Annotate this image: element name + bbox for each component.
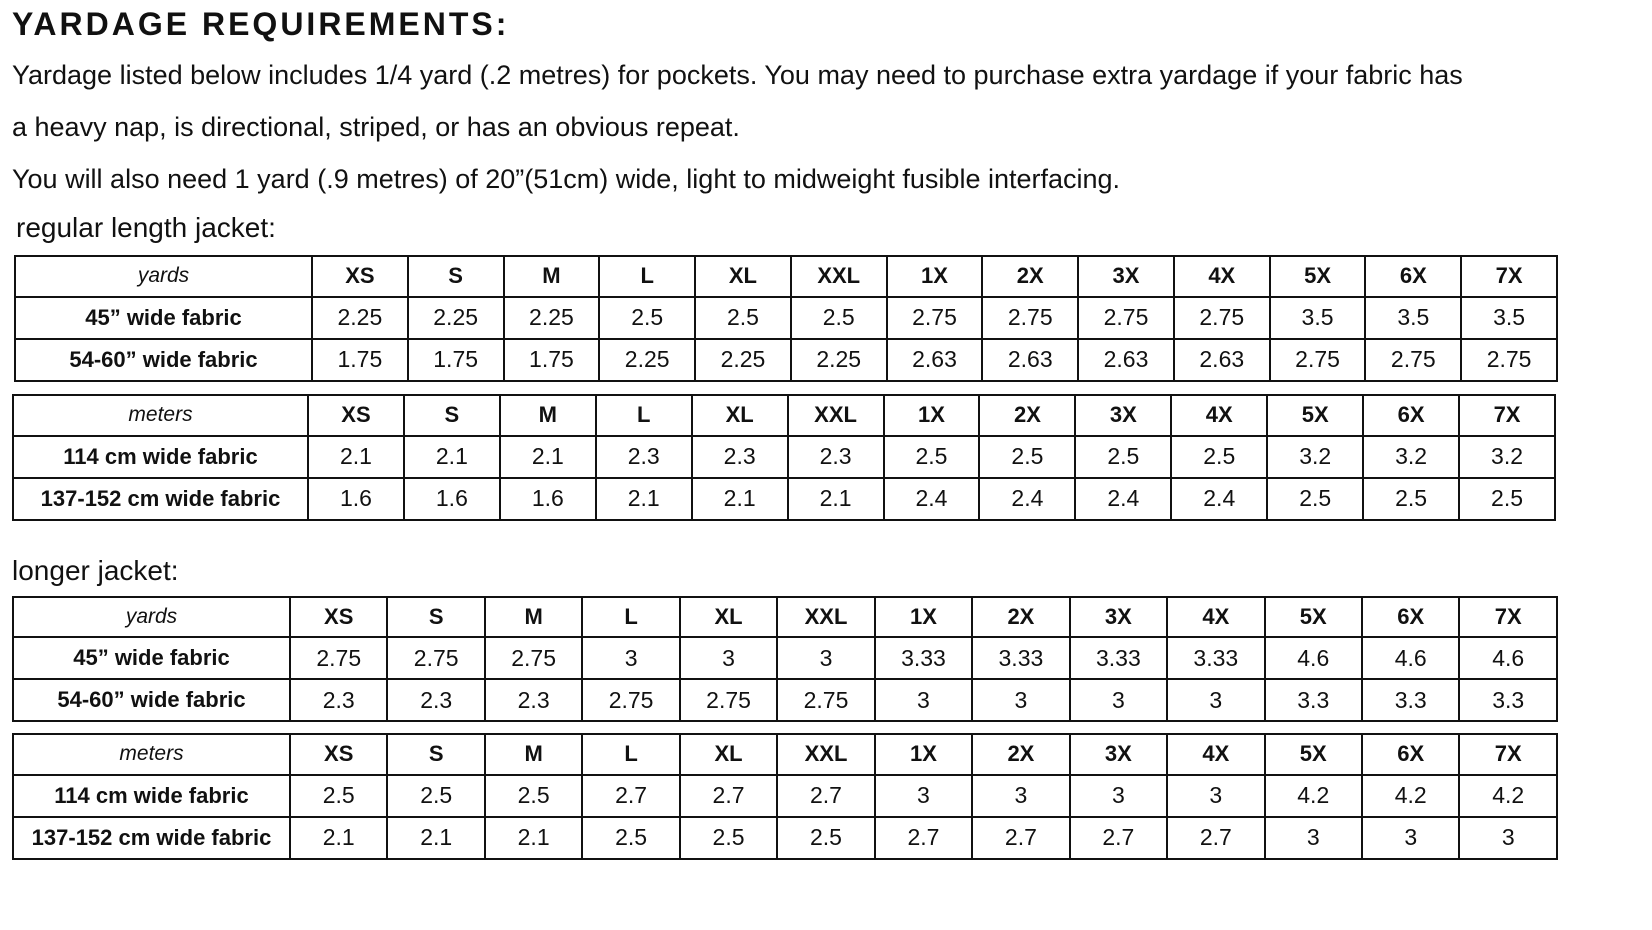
table-header-row [13,395,1555,436]
intro-line-2: a heavy nap, is directional, striped, or has an obvious repeat. [12,112,740,142]
size-header-m: M [504,256,600,297]
unit-label: meters [13,395,308,436]
size-header-2x: 2X [972,734,1069,775]
yardage-value-cell: 2.4 [1075,478,1171,520]
size-header-xxl: XXL [791,256,887,297]
yardage-value-cell: 2.5 [387,775,484,817]
yardage-value-cell: 2.75 [582,679,679,721]
size-header-xl: XL [680,734,777,775]
yardage-value-cell: 3 [1070,775,1167,817]
yardage-value-cell: 3 [680,637,777,679]
size-header-3x: 3X [1070,734,1167,775]
yardage-value-cell: 3.2 [1363,436,1459,478]
yardage-value-cell: 2.5 [695,297,791,339]
size-header-4x: 4X [1167,597,1264,637]
size-header-5x: 5X [1270,256,1366,297]
yardage-value-cell: 2.25 [312,297,408,339]
size-header-1x: 1X [875,734,972,775]
yardage-value-cell: 3.2 [1267,436,1363,478]
size-header-5x: 5X [1265,734,1362,775]
yardage-value-cell: 2.4 [1171,478,1267,520]
table-header-row [13,597,1557,637]
yardage-value-cell: 1.6 [308,478,404,520]
yardage-value-cell: 2.4 [884,478,980,520]
yardage-value-cell: 2.1 [500,436,596,478]
size-header-xxl: XXL [788,395,884,436]
size-header-s: S [408,256,504,297]
yardage-value-cell: 2.63 [887,339,983,381]
yardage-value-cell: 1.75 [408,339,504,381]
yardage-value-cell: 3 [582,637,679,679]
yardage-value-cell: 2.75 [1174,297,1270,339]
yardage-value-cell: 4.2 [1459,775,1557,817]
size-header-xs: XS [290,734,387,775]
yardage-value-cell: 3.3 [1265,679,1362,721]
yardage-value-cell: 3 [1265,817,1362,859]
yardage-value-cell: 2.75 [1270,339,1366,381]
yardage-value-cell: 2.1 [404,436,500,478]
yardage-value-cell: 2.5 [1075,436,1171,478]
section-label-regular: regular length jacket: [16,212,276,243]
yardage-value-cell: 2.7 [1167,817,1264,859]
yardage-value-cell: 3.33 [1070,637,1167,679]
size-header-5x: 5X [1267,395,1363,436]
yardage-value-cell: 2.1 [290,817,387,859]
unit-label: yards [15,256,312,297]
size-header-xs: XS [312,256,408,297]
yardage-value-cell: 2.75 [1078,297,1174,339]
size-header-xl: XL [695,256,791,297]
table-row [15,339,1557,381]
yardage-value-cell: 1.75 [504,339,600,381]
yardage-value-cell: 3 [1167,775,1264,817]
size-header-6x: 6X [1362,597,1459,637]
size-header-1x: 1X [887,256,983,297]
yardage-value-cell: 2.75 [1365,339,1461,381]
yardage-value-cell: 2.75 [290,637,387,679]
yardage-value-cell: 4.6 [1459,637,1557,679]
size-header-4x: 4X [1174,256,1270,297]
yardage-value-cell: 2.5 [1267,478,1363,520]
yardage-value-cell: 2.75 [982,297,1078,339]
size-header-s: S [387,734,484,775]
table-row [13,478,1555,520]
yardage-value-cell: 2.75 [1461,339,1557,381]
table-row [15,297,1557,339]
yardage-value-cell: 2.25 [599,339,695,381]
size-header-s: S [404,395,500,436]
size-header-7x: 7X [1461,256,1557,297]
size-header-m: M [485,597,582,637]
yardage-value-cell: 1.75 [312,339,408,381]
yardage-value-cell: 4.6 [1265,637,1362,679]
size-header-5x: 5X [1265,597,1362,637]
yardage-value-cell: 3 [1070,679,1167,721]
table-row [13,775,1557,817]
fabric-width-label: 114 cm wide fabric [13,775,290,817]
yardage-value-cell: 2.3 [290,679,387,721]
yardage-value-cell: 2.7 [777,775,874,817]
yardage-value-cell: 2.5 [290,775,387,817]
yardage-value-cell: 2.5 [791,297,887,339]
size-header-s: S [387,597,484,637]
size-header-6x: 6X [1365,256,1461,297]
yardage-value-cell: 3.5 [1270,297,1366,339]
yardage-value-cell: 2.5 [582,817,679,859]
size-header-7x: 7X [1459,597,1557,637]
fabric-width-label: 54-60” wide fabric [15,339,312,381]
metric-table-regular-meters [12,394,1556,521]
yardage-value-cell: 4.2 [1265,775,1362,817]
yardage-value-cell: 2.1 [596,478,692,520]
yardage-value-cell: 2.4 [979,478,1075,520]
size-header-1x: 1X [875,597,972,637]
yardage-value-cell: 3 [1362,817,1459,859]
yardage-value-cell: 2.75 [387,637,484,679]
yardage-value-cell: 2.7 [680,775,777,817]
yardage-value-cell: 3.33 [972,637,1069,679]
metric-table-longer-meters [12,733,1558,860]
yardage-value-cell: 3.3 [1459,679,1557,721]
yardage-value-cell: 2.75 [680,679,777,721]
yardage-value-cell: 3 [1167,679,1264,721]
size-header-6x: 6X [1363,395,1459,436]
size-header-6x: 6X [1362,734,1459,775]
size-header-3x: 3X [1070,597,1167,637]
size-header-7x: 7X [1459,395,1555,436]
yardage-value-cell: 3 [875,775,972,817]
yardage-value-cell: 2.7 [582,775,679,817]
fabric-width-label: 137-152 cm wide fabric [13,817,290,859]
yardage-value-cell: 4.2 [1362,775,1459,817]
size-header-4x: 4X [1171,395,1267,436]
yardage-value-cell: 3.5 [1461,297,1557,339]
size-header-2x: 2X [982,256,1078,297]
page-title: YARDAGE REQUIREMENTS: [12,6,510,42]
yardage-value-cell: 2.3 [788,436,884,478]
yardage-value-cell: 2.3 [692,436,788,478]
yardage-value-cell: 3 [972,775,1069,817]
size-header-xl: XL [680,597,777,637]
yardage-value-cell: 2.1 [387,817,484,859]
table-row [13,436,1555,478]
fabric-width-label: 137-152 cm wide fabric [13,478,308,520]
fabric-width-label: 54-60” wide fabric [13,679,290,721]
yardage-value-cell: 2.5 [884,436,980,478]
section-label-longer: longer jacket: [12,555,179,586]
fabric-width-label: 45” wide fabric [13,637,290,679]
yardage-value-cell: 2.3 [485,679,582,721]
yardage-value-cell: 1.6 [404,478,500,520]
yardage-value-cell: 3 [777,637,874,679]
unit-label: yards [13,597,290,637]
size-header-3x: 3X [1078,256,1174,297]
yardage-value-cell: 2.63 [982,339,1078,381]
yardage-value-cell: 2.75 [485,637,582,679]
yardage-value-cell: 2.5 [485,775,582,817]
size-header-2x: 2X [979,395,1075,436]
yardage-value-cell: 2.1 [308,436,404,478]
yardage-value-cell: 2.25 [408,297,504,339]
table-row [13,679,1557,721]
yardage-value-cell: 2.1 [788,478,884,520]
yardage-value-cell: 2.5 [1171,436,1267,478]
size-header-2x: 2X [972,597,1069,637]
yardage-value-cell: 2.25 [791,339,887,381]
yardage-value-cell: 2.5 [680,817,777,859]
table-row [13,817,1557,859]
yardage-value-cell: 1.6 [500,478,596,520]
yardage-value-cell: 2.1 [692,478,788,520]
size-header-l: L [582,734,679,775]
yardage-value-cell: 2.25 [695,339,791,381]
yardage-table-longer-yards [12,596,1558,722]
size-header-xs: XS [290,597,387,637]
yardage-value-cell: 3 [972,679,1069,721]
fabric-width-label: 45” wide fabric [15,297,312,339]
intro-line-1: Yardage listed below includes 1/4 yard (.2 metres) for pockets. You may need to purchase extra yardage if your fabric has [12,60,1463,90]
size-header-l: L [582,597,679,637]
unit-label: meters [13,734,290,775]
yardage-value-cell: 4.6 [1362,637,1459,679]
fabric-width-label: 114 cm wide fabric [13,436,308,478]
yardage-value-cell: 2.7 [1070,817,1167,859]
yardage-value-cell: 2.63 [1174,339,1270,381]
yardage-value-cell: 2.1 [485,817,582,859]
yardage-value-cell: 2.5 [777,817,874,859]
yardage-value-cell: 3 [1459,817,1557,859]
yardage-table-regular-yards [14,255,1558,382]
yardage-value-cell: 2.75 [887,297,983,339]
yardage-value-cell: 2.75 [777,679,874,721]
size-header-xxl: XXL [777,597,874,637]
yardage-value-cell: 3.3 [1362,679,1459,721]
size-header-xl: XL [692,395,788,436]
yardage-value-cell: 2.5 [1459,478,1555,520]
size-header-l: L [599,256,695,297]
intro-line-3: You will also need 1 yard (.9 metres) of 20”(51cm) wide, light to midweight fusible interfacing. [12,164,1121,194]
size-header-xxl: XXL [777,734,874,775]
yardage-value-cell: 2.7 [875,817,972,859]
size-header-7x: 7X [1459,734,1557,775]
yardage-value-cell: 3.5 [1365,297,1461,339]
table-row [13,637,1557,679]
table-header-row [13,734,1557,775]
yardage-value-cell: 2.5 [1363,478,1459,520]
yardage-value-cell: 2.3 [387,679,484,721]
yardage-value-cell: 3.33 [1167,637,1264,679]
size-header-4x: 4X [1167,734,1264,775]
size-header-3x: 3X [1075,395,1171,436]
size-header-m: M [500,395,596,436]
yardage-value-cell: 3.2 [1459,436,1555,478]
yardage-value-cell: 2.63 [1078,339,1174,381]
yardage-value-cell: 2.7 [972,817,1069,859]
yardage-value-cell: 2.5 [979,436,1075,478]
yardage-value-cell: 3 [875,679,972,721]
size-header-1x: 1X [884,395,980,436]
size-header-xs: XS [308,395,404,436]
yardage-value-cell: 3.33 [875,637,972,679]
size-header-m: M [485,734,582,775]
table-header-row [15,256,1557,297]
size-header-l: L [596,395,692,436]
yardage-value-cell: 2.3 [596,436,692,478]
yardage-value-cell: 2.25 [504,297,600,339]
yardage-value-cell: 2.5 [599,297,695,339]
